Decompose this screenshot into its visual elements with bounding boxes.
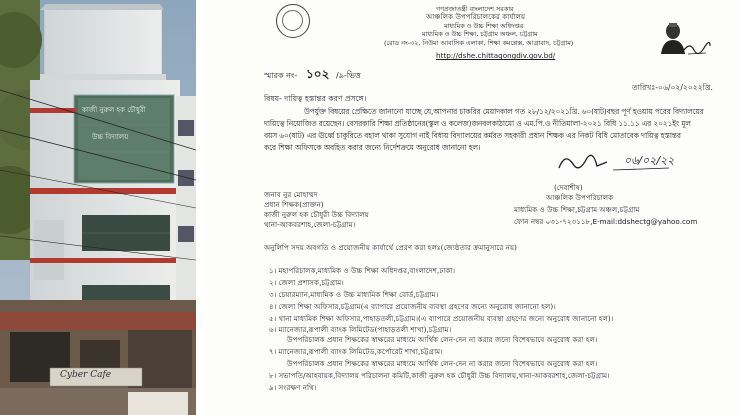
signature-date: ০৬/০২/২২: [624, 154, 675, 167]
signer-name: (দেবাশীষ): [554, 183, 583, 192]
recipient-address: থানা-আকবরশাহ,জেলা-চট্টগ্রাম।: [264, 220, 356, 229]
recipient-title: প্রধান শিক্ষক(প্রাক্তন): [264, 200, 324, 209]
copy-item: ৪। জেলা শিক্ষা অফিসার,চট্টগ্রাম(এ ব্যাপারে প্রয়োজনীয় ব্যবস্থা গ্রহণের জন্যে অনুরোধ জানানো হল)।: [269, 302, 556, 311]
header-line2: আঞ্চলিক উপপরিচালকের কার্যালয়: [426, 12, 526, 21]
cafe-sign: Cyber Cafe: [60, 370, 112, 380]
government-seal-icon: [276, 4, 310, 38]
copy-item: ৫। থানা মাধ্যমিক শিক্ষা অফিসার,পাহাড়তলী,চট্টগ্রাম।(এ ব্যাপারে প্রয়োজনীয় ব্যবস্থা গ্রহণের জন্যে অনুরোধ জানানো হল)।: [269, 314, 614, 323]
recipient-name: জনাব নুর মোহাম্মদ: [264, 190, 318, 199]
subject-line: বিষয়- দায়িত্ব হস্তান্তর করণ প্রসঙ্গে।: [264, 94, 367, 103]
copy-item-note: উপপরিচালক প্রধান শিক্ষকের স্বাক্ষরের মাধ্যমে আর্থিক লেন-দেন না করার জন্যে বিশেষভাবে অনুরোধ করা হল।: [287, 359, 598, 368]
memo-suffix: /৯-ভিত্ত: [336, 71, 361, 80]
copies-header: অনুলিপি সদয় অবগতি ও প্রয়োজনীয় কার্যার্থে প্রেরণ করা হলঃ(জ্যেষ্ঠতার ক্রমানুসারে নয়): [264, 243, 517, 252]
mujib-signature-icon: [682, 38, 712, 58]
recipient-school: কাজী নুরুল হক চৌধুরী উচ্চ বিদ্যালয়: [264, 210, 369, 219]
letter-date: তারিখঃ-০৬/০২/২০২২খ্রি.: [632, 83, 713, 92]
memo-number: ১০২: [306, 67, 330, 81]
copy-item: ৯। সংরক্ষণ নথি।: [269, 383, 317, 392]
copy-item: ৩। চেয়ারম্যান,মাধ্যমিক ও উচ্চ মাধ্যমিক শিক্ষা বোর্ড,চট্টগ্রাম।: [269, 290, 439, 299]
body-line-3: বয়স ৬০(ষাট) এর ঊর্ধ্বে চাকুরিতে বহাল থাকা সুযোগ নাই বিধায় বিদ্যালয়ের কর্মরত সহকারী প্রধান শিক্ষক এর নিকট বিধি মোতাবেক দায়িত্ব হস্তান্তর: [264, 131, 681, 140]
divider: [196, 0, 204, 415]
building-sign-line2: উচ্চ বিদ্যালয়: [92, 133, 129, 141]
building-photo: [0, 0, 196, 415]
header-line4: মাধ্যমিক ও উচ্চ শিক্ষা, চট্টগ্রাম অঞ্চল, চট্টগ্রাম: [422, 30, 538, 38]
header-address: (রোড নং-৩২, নিউমা আবাসিক এলাকা, শিক্ষা কমপ্লেক্স, আগ্রাবাদ, চট্টগ্রাম): [384, 39, 574, 47]
copy-item: ৮। সভাপতি/আহবায়ক,বিদ্যালয় পরিচালনা কমিটি,কাজী নুরুল হক চৌধুরী উচ্চ বিদ্যালয়,থানা-আকবরশাহ,জেলা-চট্টগ্রাম।: [269, 371, 610, 380]
copy-item: ৬। ম্যানেজার,রূপালী ব্যাংক লিমিটেড(পাহাড়তলী শাখা),চট্টগ্রাম।: [269, 325, 452, 334]
header-line1: গণপ্রজাতন্ত্রী বাংলাদেশ সরকার: [436, 5, 514, 13]
body-line-2: দায়িত্বে নিয়োজিত রয়েছেন। বেসরকারি শিক্ষা প্রতিষ্ঠানের(স্কুল ও কলেজ)জনবলকাঠামো ও এম.পি.ও নীতিমালা-২০২১ বিধি ১১.১১ এর ২০২১ইং মূল: [264, 119, 691, 128]
copy-item: ৭। ম্যানেজার,রূপালী ব্যাংক লিমিটেড,কর্পোরেট শাখা,চট্টগ্রাম।: [269, 347, 443, 356]
signer-contact: ফোন নম্বর ০৩১-৭২৩১১৮,E-mail:ddshectg@yahoo.com: [514, 217, 698, 226]
memo-label: স্মারক নং-: [264, 71, 298, 80]
body-line-1: উপর্যুক্ত বিষয়ের প্রেক্ষিতে জানানো যাচ্ছে যে,আপনার চাকরির মেয়াদকাল গত ২৮/১২/২০২১খ্রি. ৬০(ষাট)বছর পূর্ণ হওয়ায় পরের বিদ্যালয়ের: [304, 107, 704, 116]
signer-title: আঞ্চলিক উপপরিচালক: [546, 193, 614, 202]
header-line3: মাধ্যমিক ও উচ্চ শিক্ষা অধিদপ্তর: [444, 22, 524, 30]
signer-office: মাধ্যমিক ও উচ্চ শিক্ষা,চট্টগ্রাম অঞ্চল,চট্টগ্রাম: [514, 205, 640, 214]
building-sign-line1: কাজী নুরুল হক চৌধুরী: [82, 106, 146, 114]
body-line-4: করে শিক্ষা অফিসকে অবহিত করার জন্যে নির্দেশক্রমে অনুরোধ জানানো হল।: [264, 143, 481, 152]
website-link[interactable]: http://dshe.chittagongdiv.gov.bd/: [436, 51, 556, 60]
government-letter: [204, 0, 739, 415]
copy-item: ১। মহাপরিচালক,মাধ্যমিক ও উচ্চ শিক্ষা অধিদপ্তর,বাংলাদেশ,ঢাকা।: [269, 266, 456, 275]
copy-item-note: উপপরিচালক প্রধান শিক্ষকের স্বাক্ষরের মাধ্যমে আর্থিক লেন-দেন না করার জন্যে বিশেষভাবে অনুরোধ করা হল।: [287, 335, 598, 344]
copy-item: ২। জেলা প্রশাসক,চট্টগ্রাম।: [269, 278, 344, 287]
